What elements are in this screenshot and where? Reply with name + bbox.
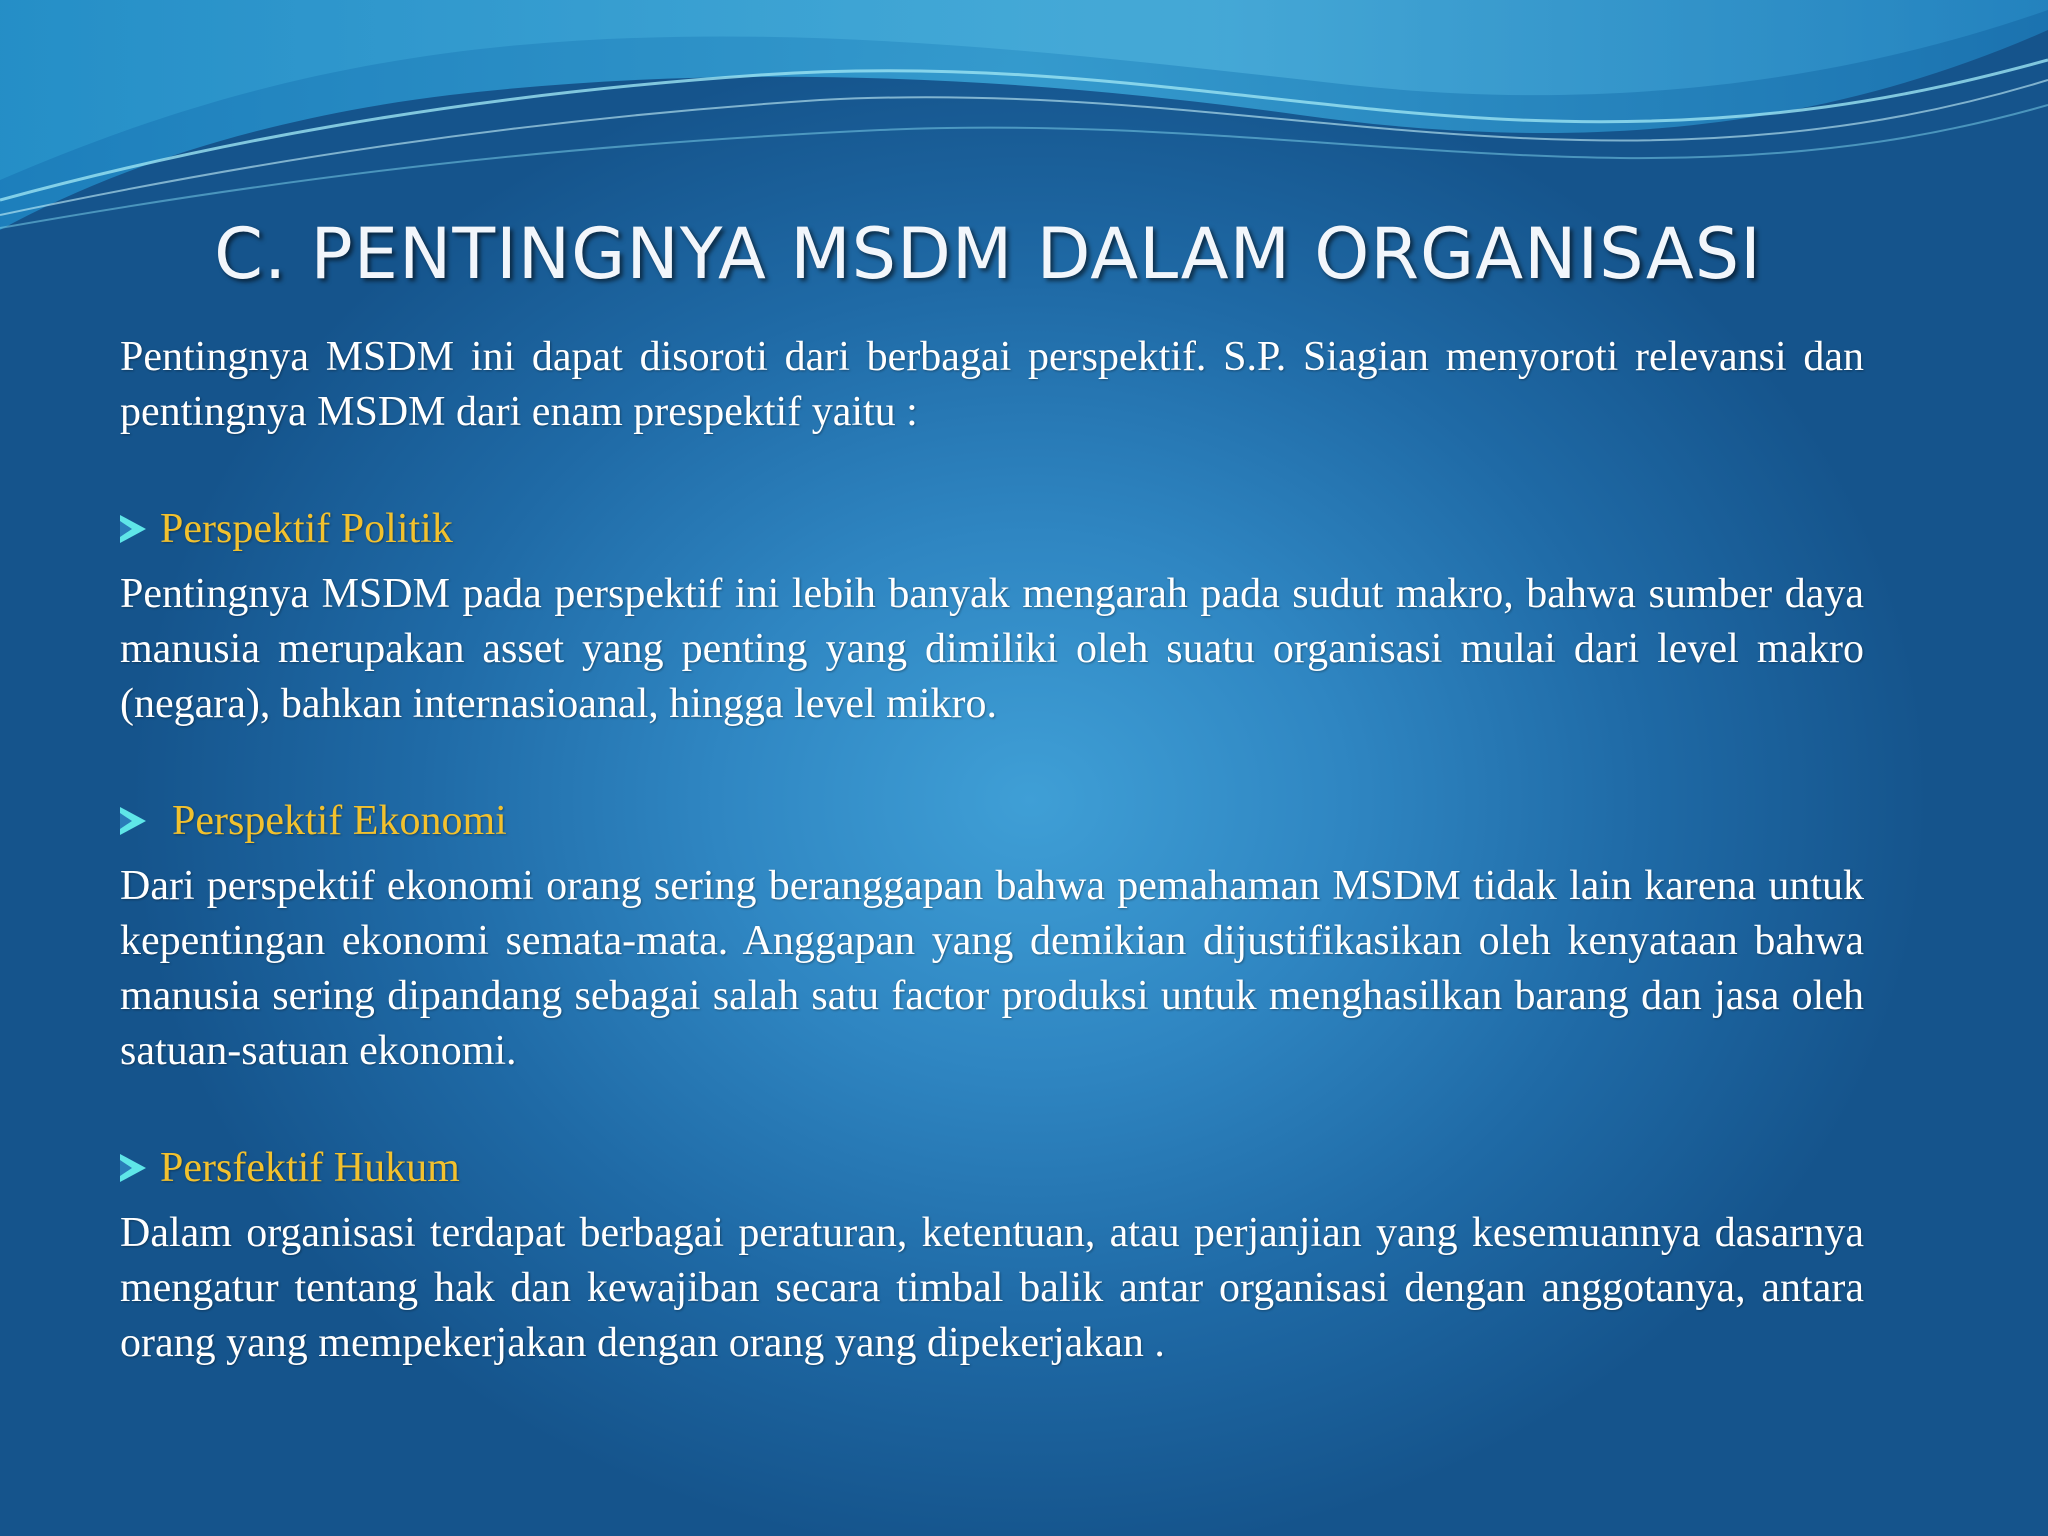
intro-paragraph: Pentingnya MSDM ini dapat disoroti dari berbagai perspektif. S.P. Siagian menyoroti relevansi dan pentingnya MSDM dari enam prespektif yaitu : — [120, 334, 1864, 435]
section-body-ekonomi: Dari perspektif ekonomi orang sering beranggapan bahwa pemahaman MSDM tidak lain karena untuk kepentingan ekonomi semata-mata. Anggapan yang demikian dijustifikasikan oleh kenyataan bahwa manusia sering dipandang sebagai salah satu factor produksi untuk menghasilkan barang dan jasa oleh satuan-satuan ekonomi. — [120, 863, 1864, 1074]
section-heading-text: Perspektif Ekonomi — [172, 798, 507, 844]
slide-title: C. PENTINGNYA MSDM DALAM ORGANISASI — [214, 213, 1762, 295]
section-heading-text: Persfektif Hukum — [160, 1145, 460, 1191]
section-heading-hukum — [120, 1141, 1864, 1196]
section-heading-ekonomi — [120, 794, 1864, 849]
section-heading-text: Perspektif Politik — [160, 506, 453, 552]
arrow-bullet-icon — [120, 1154, 146, 1182]
arrow-bullet-icon — [120, 515, 146, 543]
arrow-bullet-icon — [120, 807, 146, 835]
slide-content — [120, 330, 1864, 1371]
section-body-hukum: Dalam organisasi terdapat berbagai peraturan, ketentuan, atau perjanjian yang kesemuannya dasarnya mengatur tentang hak dan kewajiban secara timbal balik antar organisasi dengan anggotanya, antara orang yang mempekerjakan dengan orang yang dipekerjakan . — [120, 1210, 1864, 1366]
section-body-politik: Pentingnya MSDM pada perspektif ini lebih banyak mengarah pada sudut makro, bahwa sumber daya manusia merupakan asset yang penting yang dimiliki oleh suatu organisasi mulai dari level makro (negara), bahkan internasioanal, hingga level mikro. — [120, 571, 1864, 727]
section-heading-politik — [120, 502, 1864, 557]
